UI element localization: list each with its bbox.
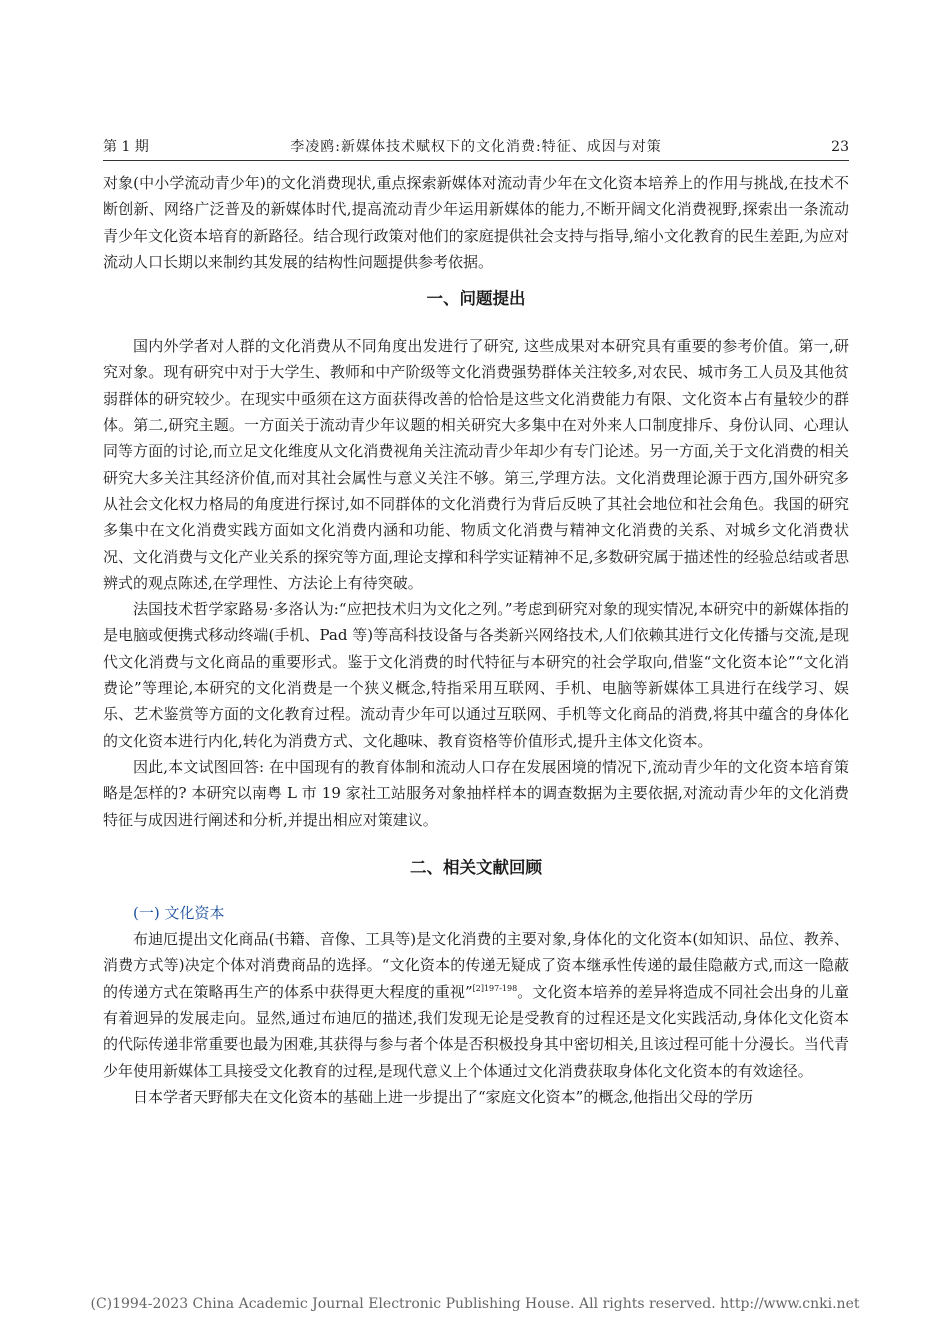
paragraph-text: 。文化资本培养的差异将造成不同社会出身的儿童有着迥异的发展走向。显然,通过布迪厄的描述,我们发现无论是受教育的过程还是文化实践活动,身体化文化资本的代际传递非常重要也最为困难,其获得与参与者个体是否积极投身其中密切相关,且该过程可能十分漫长。当代青少年使用新媒体工具接受文化教育的过程,是现代意义上个体通过文化消费获取身体化文化资本的有效途径。 [103,982,849,1080]
paragraph-text: 布迪厄提出文化商品(书籍、音像、工具等)是文化消费的主要对象,身体化的文化资本(如知识、品位、教养、消费方式等)决定个体对消费商品的选择。“文化资本的传递无疑成了资本继承性传递的最佳隐蔽方式,而这一隐蔽的传递方式在策略再生产的体系中获得更大程度的重视” [103,930,849,1001]
running-title: 李凌鸥:新媒体技术赋权下的文化消费:特征、成因与对策 [290,139,662,155]
paragraph: 因此,本文试图回答: 在中国现有的教育体制和流动人口存在发展困境的情况下,流动青少年的文化资本培育策略是怎样的? 本研究以南粤 L 市 19 家社工站服务对象抽样样本的调查数据为主要依据,对流动青少年的文化消费特征与成因进行阐述和分析,并提出相应对策建议。 [103,757,849,829]
subsection-heading: (一) 文化资本 [133,903,225,922]
issue-number: 第 1 期 [103,139,149,155]
page-number: 23 [831,139,849,155]
section-heading-2: 二、相关文献回顾 [410,857,542,877]
paragraph [103,926,849,1084]
article-body [103,170,849,1110]
paragraph: 日本学者天野郁夫在文化资本的基础上进一步提出了“家庭文化资本”的概念,他指出父母的学历 [133,1087,754,1106]
copyright-footer: (C)1994-2023 China Academic Journal Electronic Publishing House. All rights reserved. http://www.cnki.net [90,1296,860,1312]
header-rule [103,160,849,161]
running-header [103,136,849,158]
paragraph: 国内外学者对人群的文化消费从不同角度出发进行了研究, 这些成果对本研究具有重要的参考价值。第一,研究对象。现有研究中对于大学生、教师和中产阶级等文化消费强势群体关注较多,对农民、城市务工人员及其他贫弱群体的研究较少。在现实中亟须在这方面获得改善的恰恰是这些文化消费能力有限、文化资本占有量较少的群体。第二,研究主题。一方面关于流动青少年议题的相关研究大多集中在对外来人口制度排斥、身份认同、心理认同等方面的讨论,而立足文化维度从文化消费视角关注流动青少年却少有专门论述。另一方面,关于文化消费的相关研究大多关注其经济价值,而对其社会属性与意义关注不够。第三,学理方法。文化消费理论源于西方,国外研究多从社会文化权力格局的角度进行探讨,如不同群体的文化消费行为背后反映了其社会地位和社会角色。我国的研究多集中在文化消费实践方面如文化消费内涵和功能、物质文化消费与精神文化消费的关系、对城乡文化消费状况、文化消费与文化产业关系的探究等方面,理论支撑和科学实证精神不足,多数研究属于描述性的经验总结或者思辨式的观点陈述,在学理性、方法论上有待突破。 [103,337,849,592]
section-heading-1: 一、问题提出 [426,289,526,309]
citation-ref: [2]197-198 [472,983,518,993]
intro-paragraph: 对象(中小学流动青少年)的文化消费现状,重点探索新媒体对流动青少年在文化资本培养上的作用与挑战,在技术不断创新、网络广泛普及的新媒体时代,提高流动青少年运用新媒体的能力,不断开阔文化消费视野,探索出一条流动青少年文化资本培育的新路径。结合现行政策对他们的家庭提供社会支持与指导,缩小文化教育的民生差距,为应对流动人口长期以来制约其发展的结构性问题提供参考依据。 [103,174,849,271]
paragraph: 法国技术哲学家路易·多洛认为:“应把技术归为文化之列。”考虑到研究对象的现实情况,本研究中的新媒体指的是电脑或便携式移动终端(手机、Pad 等)等高科技设备与各类新兴网络技术,人们依赖其进行文化传播与交流,是现代文化消费与文化商品的重要形式。鉴于文化消费的时代特征与本研究的社会学取向,借鉴“文化资本论”“文化消费论”等理论,本研究的文化消费是一个狭义概念,特指采用互联网、手机、电脑等新媒体工具进行在线学习、娱乐、艺术鉴赏等方面的文化教育过程。流动青少年可以通过互联网、手机等文化商品的消费,将其中蕴含的身体化的文化资本进行内化,转化为消费方式、文化趣味、教育资格等价值形式,提升主体文化资本。 [103,600,849,750]
